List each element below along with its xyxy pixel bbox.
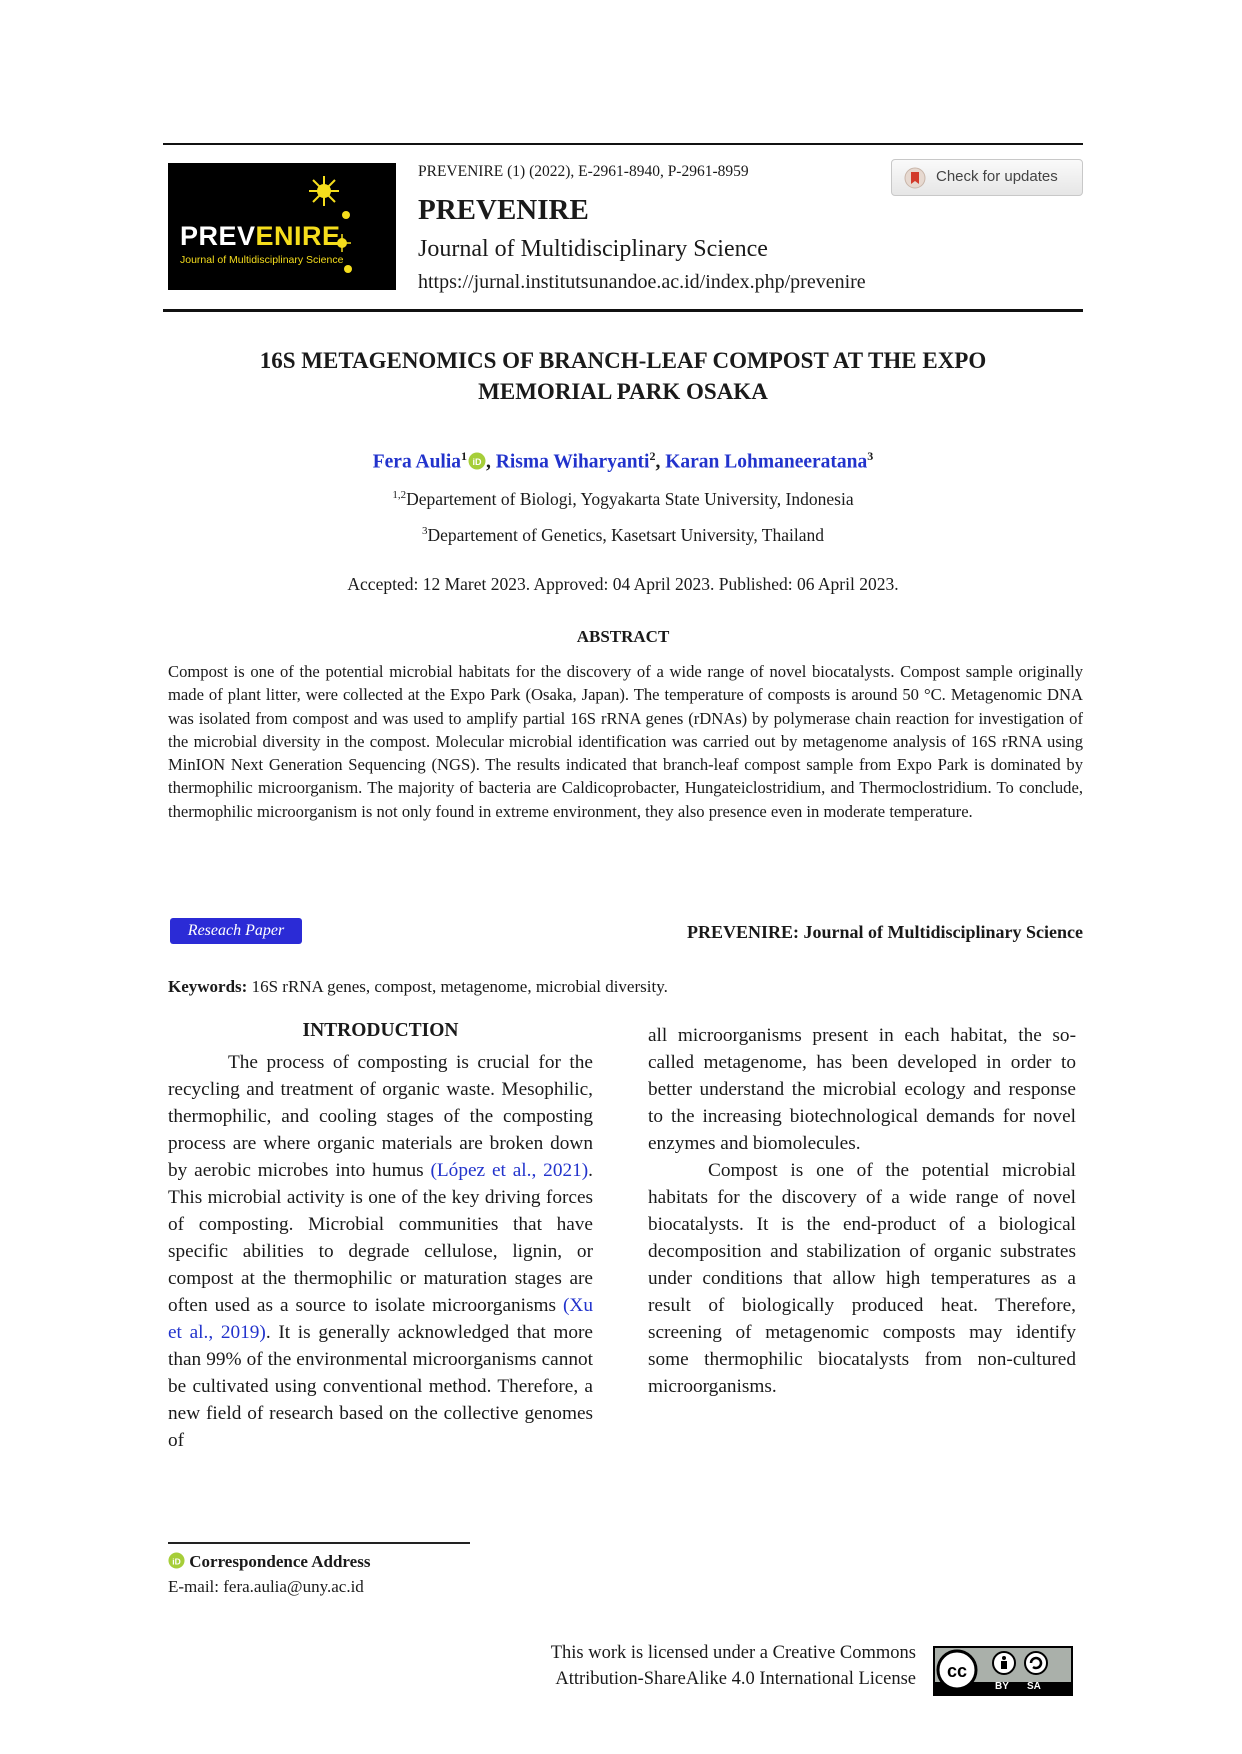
author-sup: 1 bbox=[461, 449, 468, 463]
svg-text:cc: cc bbox=[946, 1661, 968, 1681]
header-bottom-rule bbox=[163, 309, 1083, 312]
correspondence-label: iD Correspondence Address bbox=[168, 1552, 370, 1572]
abstract-body: Compost is one of the potential microbial habitats for the discovery of a wide range of novel biocatalysts. Compost sample originally made of plant litter, were collected at the Expo Park (Osaka, Japan). The temperature of composts is around 50 °C. Metagenomic DNA was isolated from compost and was used to amplify partial 16S rRNA genes (rDNAs) by polymerase chain reaction for investigation of the microbial diversity in the compost. Molecular microbial identification was carried out by metagenome analysis of 16S rRNA using MinION Next Generation Sequencing (NGS). The results indicated that branch-leaf compost sample from Expo Park is dominated by thermophilic microorganism. The majority of bacteria are Caldicoprobacter, Hungateiclostridium, and Thermoclostridium. To conclude, thermophilic microorganism is not only found in extreme environment, they also presence even in moderate temperature. bbox=[168, 662, 1083, 821]
journal-citation: PREVENIRE (1) (2022), E-2961-8940, P-2961-8959 bbox=[418, 163, 749, 180]
check-for-updates-button[interactable] bbox=[891, 159, 1083, 196]
intro-paragraph-2: all microorganisms present in each habitat, the so-called metagenome, has been developed in order to better understand the microbial ecology and response to the increasing biotechnological demands for novel enzymes and biomolecules. bbox=[648, 1025, 1076, 1154]
license-line-1: This work is licensed under a Creative Commons bbox=[550, 1643, 916, 1663]
abstract-heading: ABSTRACT bbox=[576, 627, 670, 646]
check-for-updates-label: Check for updates bbox=[936, 168, 1058, 185]
publication-dates: Accepted: 12 Maret 2023. Approved: 04 April 2023. Published: 06 April 2023. bbox=[347, 574, 899, 594]
left-column bbox=[168, 1049, 593, 1454]
title-line-2: MEMORIAL PARK OSAKA bbox=[478, 379, 768, 404]
citation-link[interactable]: (Xu et al., 2019) bbox=[168, 1295, 593, 1343]
journal-url[interactable]: https://jurnal.institutsunandoe.ac.id/index.php/prevenire bbox=[418, 271, 866, 293]
intro-paragraph-1: The process of composting is crucial for the recycling and treatment of organic waste. Mesophilic, thermophilic, and cooling stages of the composting process are where organic materials are broken down by aerobic microbes into humus (López et al., 2021). This microbial activity is one of the key driving forces of composting. Microbial communities that have specific abilities to degrade cellulose, lignin, or compost at the thermophilic or maturation stages are often used as a source to isolate microorganisms (Xu et al., 2019). It is generally acknowledged that more than 99% of the environmental microorganisms cannot be cultivated using conventional method. Therefore, a new field of research based on the collective genomes of bbox=[168, 1052, 593, 1451]
author-separator: , bbox=[655, 451, 666, 473]
svg-text:iD: iD bbox=[472, 456, 482, 467]
cc-by-label: BY bbox=[995, 1681, 1009, 1692]
keywords: Keywords: 16S rRNA genes, compost, metagenome, microbial diversity. bbox=[168, 977, 668, 996]
introduction-heading: INTRODUCTION bbox=[302, 1020, 459, 1041]
cc-sa-label: SA bbox=[1027, 1681, 1041, 1692]
author-name[interactable]: Karan Lohmaneeratana bbox=[665, 451, 868, 473]
title-line-1: 16S METAGENOMICS OF BRANCH-LEAF COMPOST AT THE EXPO bbox=[259, 348, 987, 373]
affiliation-1: $^{1,2}$Departement of Biologi, Yogyakarta State University, Indonesia bbox=[392, 489, 854, 509]
header-top-rule bbox=[163, 143, 1083, 145]
intro-paragraph-3: Compost is one of the potential microbial habitats for the discovery of a wide range of novel biocatalysts. It is the end-product of a biological decomposition and stabilization of organic substrates under conditions that allow high temperatures as a result of biologically produced heat. Therefore, screening of metagenomic composts may identify some thermophilic biocatalysts from non-cultured microorganisms. bbox=[648, 1160, 1076, 1397]
citation-link[interactable]: (López et al., 2021) bbox=[430, 1160, 589, 1181]
journal-subtitle: Journal of Multidisciplinary Science bbox=[418, 236, 768, 262]
author-separator: , bbox=[486, 451, 496, 473]
paper-title bbox=[163, 345, 1083, 407]
journal-footer-title: PREVENIRE: Journal of Multidisciplinary Science bbox=[686, 922, 1083, 942]
author-name[interactable]: Fera Aulia bbox=[372, 451, 462, 473]
orcid-icon[interactable] bbox=[468, 452, 486, 470]
affiliation-2: $^3$Departement of Genetics, Kasetsart University, Thailand bbox=[421, 525, 825, 545]
logo-subtitle: Journal of Multidisciplinary Science bbox=[180, 254, 344, 266]
journal-name: PREVENIRE bbox=[418, 194, 589, 226]
footnote-rule bbox=[168, 1542, 470, 1544]
author-sup: 2 bbox=[649, 449, 656, 463]
article-type-badge: Reseach Paper bbox=[170, 918, 302, 944]
author-sup: 3 bbox=[867, 449, 874, 463]
author-name[interactable]: Risma Wiharyanti bbox=[495, 451, 650, 473]
author-list bbox=[163, 449, 1083, 474]
bookmark-icon bbox=[904, 167, 926, 189]
orcid-icon bbox=[168, 1552, 185, 1569]
right-column bbox=[648, 1022, 1076, 1400]
license-line-2: Attribution-ShareAlike 4.0 International License bbox=[555, 1669, 916, 1689]
svg-text:iD: iD bbox=[172, 1556, 181, 1567]
journal-logo bbox=[168, 163, 396, 290]
logo-wordmark: PREVENIRE bbox=[180, 221, 341, 251]
license-text bbox=[480, 1640, 916, 1692]
cc-by-sa-badge[interactable] bbox=[933, 1646, 1073, 1696]
correspondence-email[interactable]: E-mail: fera.aulia@uny.ac.id bbox=[168, 1577, 364, 1596]
